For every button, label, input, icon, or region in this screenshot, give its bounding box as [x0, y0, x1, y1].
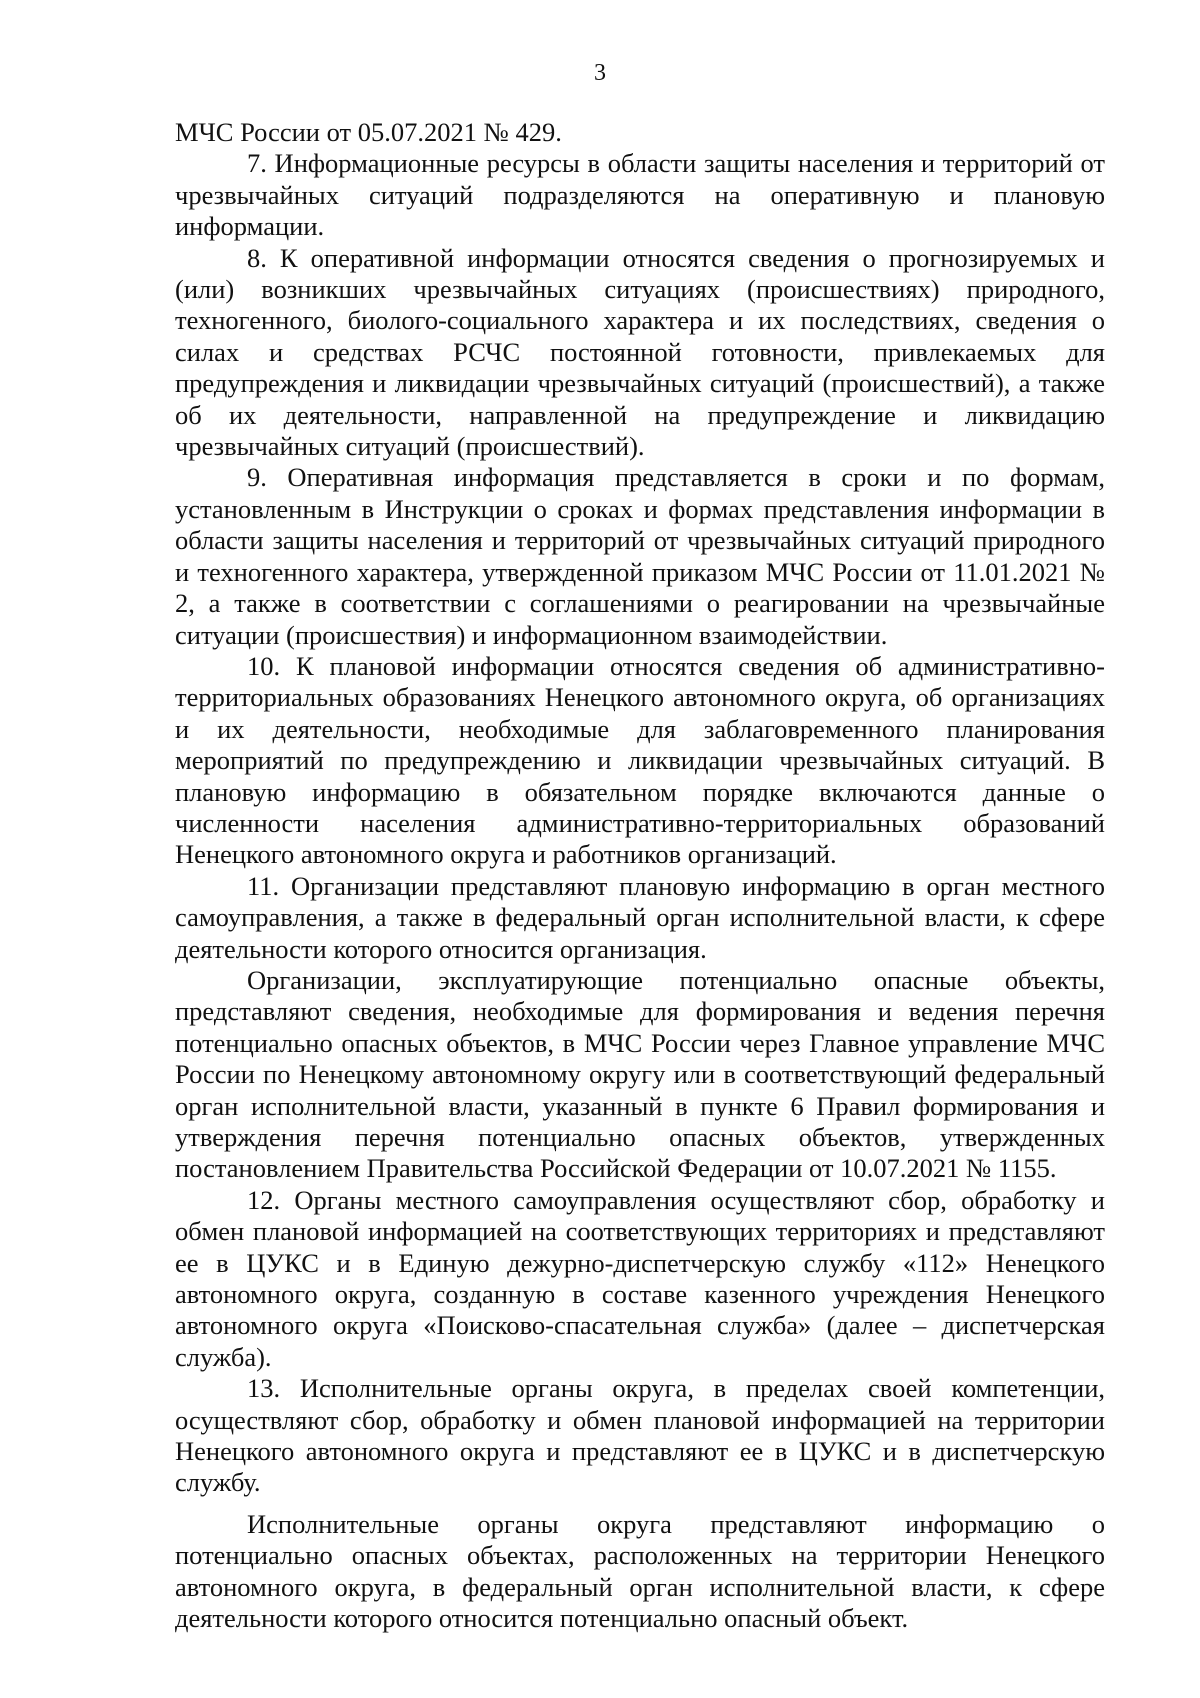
paragraph-item-7: 7. Информационные ресурсы в области защиты населения и территорий от чрезвычайных ситуаций подразделяются на оперативную и плановую информации.: [175, 148, 1105, 242]
paragraph-item-13: 13. Исполнительные органы округа, в пределах своей компетенции, осуществляют сбор, обработку и обмен плановой информацией на территории Ненецкого автономного округа и представляют ее в ЦУКС и в диспетчерскую службу.: [175, 1373, 1105, 1498]
paragraph-continuation: МЧС России от 05.07.2021 № 429.: [175, 117, 562, 147]
page-number: 3: [594, 60, 606, 86]
paragraph-item-11: 11. Организации представляют плановую информацию в орган местного самоуправления, а также в федеральный орган исполнительной власти, к сфере деятельности которого относится организация.: [175, 870, 1105, 964]
paragraph-item-9: 9. Оперативная информация представляется в сроки и по формам, установленным в Инструкции о сроках и формах представления информации в области защиты населения и территорий от чрезвычайных ситуаций природного и техногенного характера, утвержденной приказом МЧС России от 11.01.2021 № 2, а также в соответствии с соглашениями о реагировании на чрезвычайные ситуации (происшествия) и информационном взаимодействии.: [175, 462, 1105, 650]
paragraph-item-10: 10. К плановой информации относятся сведения об административно-территориальных образованиях Ненецкого автономного округа, об организациях и их деятельности, необходимые для заблаговременного планирования мероприятий по предупреждению и ликвидации чрезвычайных ситуаций. В плановую информацию в обязательном порядке включаются данные о численности населения административно-территориальных образований Ненецкого автономного округа и работников организаций.: [175, 650, 1105, 870]
paragraph-item-11-organizations: Организации, эксплуатирующие потенциально опасные объекты, представляют сведения, необходимые для формирования и ведения перечня потенциально опасных объектов, в МЧС России через Главное управление МЧС России по Ненецкому автономному округу или в соответствующий федеральный орган исполнительной власти, указанный в пункте 6 Правил формирования и утверждения перечня потенциально опасных объектов, утвержденных постановлением Правительства Российской Федерации от 10.07.2021 № 1155.: [175, 964, 1105, 1184]
paragraph-item-13-executive-bodies: Исполнительные органы округа представляют информацию о потенциально опасных объектах, расположенных на территории Ненецкого автономного округа, в федеральный орган исполнительной власти, к сфере деятельности которого относится потенциально опасный объект.: [175, 1508, 1105, 1634]
document-body: [175, 117, 1105, 1635]
paragraph-item-8: 8. К оперативной информации относятся сведения о прогнозируемых и (или) возникших чрезвычайных ситуациях (происшествиях) природного, техногенного, биолого-социального характера и их последствиях, сведения о силах и средствах РСЧС постоянной готовности, привлекаемых для предупреждения и ликвидации чрезвычайных ситуаций (происшествий), а также об их деятельности, направленной на предупреждение и ликвидацию чрезвычайных ситуаций (происшествий).: [175, 242, 1105, 462]
paragraph-item-12: 12. Органы местного самоуправления осуществляют сбор, обработку и обмен плановой информацией на соответствующих территориях и представляют ее в ЦУКС и в Единую дежурно-диспетчерскую службу «112» Ненецкого автономного округа, созданную в составе казенного учреждения Ненецкого автономного округа «Поисково-спасательная служба» (далее – диспетчерская служба).: [175, 1184, 1105, 1372]
